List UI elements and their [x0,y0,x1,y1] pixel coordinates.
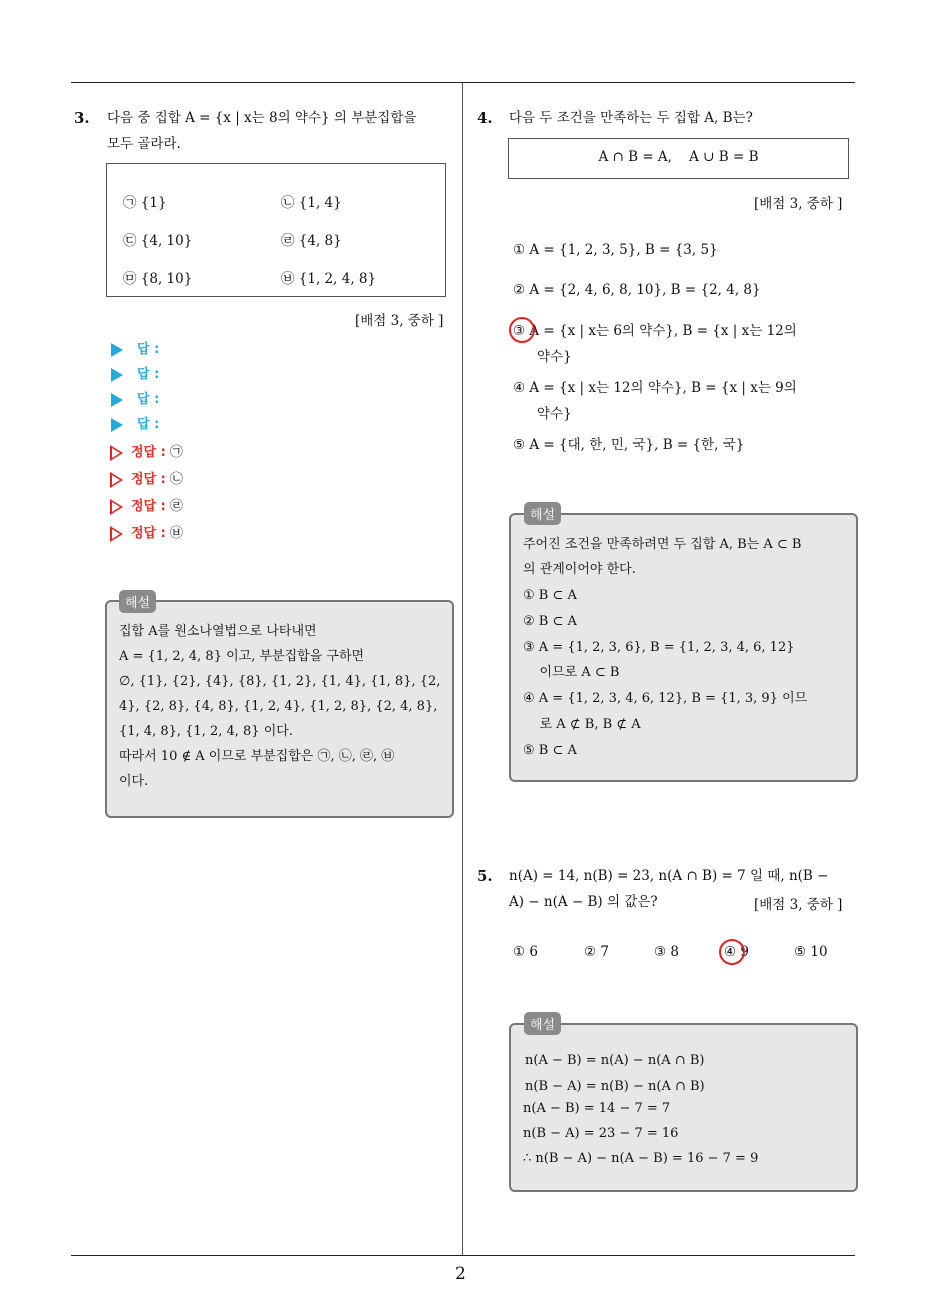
q4-number: 4. [477,109,493,127]
q3-solution-line-4: 4}, {2, 8}, {4, 8}, {1, 2, 4}, {1, 2, 8}, {2, 4, 8}, [119,699,438,714]
q5-choice-1[interactable]: ① 6 [513,944,538,960]
q4-choice-1[interactable]: ① A = {1, 2, 3, 5}, B = {3, 5} [513,242,718,258]
q3-solution-line-5: {1, 4, 8}, {1, 2, 4, 8} 이다. [119,724,293,739]
answer-arrow-icon [111,393,123,407]
correct-label: 정답 : [131,526,166,541]
correct-value: ㉠ [169,445,183,460]
q3-text-line1: 다음 중 집합 A = {x | x는 8의 약수} 의 부분집합을 [107,110,417,126]
q3-choice-2[interactable]: ㉡ {1, 4} [281,195,342,211]
q5-solution-line-3: n(A − B) = 14 − 7 = 7 [523,1101,671,1116]
q3-meta: [배점 3, 중하 ] [355,313,444,329]
q3-solution-line-1: 집합 A를 원소나열법으로 나타내면 [119,624,317,639]
q3-choice-3[interactable]: ㉢ {4, 10} [123,233,193,249]
q3-solution-line-7: 이다. [119,774,149,789]
q4-selected-circle-icon [509,317,535,343]
q3-answer-row-2 [111,363,159,382]
q3-answer-row-3 [111,388,159,407]
q4-solution-box [509,513,858,782]
correct-value: ㉡ [169,472,183,487]
q4-solution-line-1: 주어진 조건을 만족하려면 두 집합 A, B는 A ⊂ B [523,537,802,552]
q4-condition-box [508,138,849,179]
q4-choice-3-cont: 약수} [537,349,572,365]
q4-solution-line-9: ⑤ B ⊂ A [523,743,577,758]
q5-solution-line-2: n(B − A) = n(B) − n(A ∩ B) [525,1079,705,1094]
q3-solution-line-2: A = {1, 2, 4, 8} 이고, 부분집합을 구하면 [119,649,365,664]
answer-arrow-icon [111,418,123,432]
q4-solution-line-5: ③ A = {1, 2, 3, 6}, B = {1, 2, 3, 4, 6, 12} [523,640,795,655]
q3-solution-tag: 해설 [119,590,156,613]
q3-answer-row-1 [111,338,159,357]
q5-solution-line-4: n(B − A) = 23 − 7 = 16 [523,1126,679,1141]
correct-arrow-icon [110,472,123,488]
top-rule [71,82,855,83]
answer-label: 답 : [137,417,160,432]
correct-arrow-icon [110,445,123,461]
q5-text-line1: n(A) = 14, n(B) = 23, n(A ∩ B) = 7 일 때, n(B − [509,868,829,884]
answer-label: 답 : [137,342,160,357]
q4-solution-line-6: 이므로 A ⊂ B [523,665,620,680]
q3-choice-1[interactable]: ㉠ {1} [123,195,167,211]
q4-solution-line-8: 로 A ⊄ B, B ⊄ A [523,717,641,732]
q5-text-line2: A) − n(A − B) 의 값은? [509,894,658,910]
correct-value: ㉥ [169,526,183,541]
q3-answer-row-4 [111,413,159,432]
q5-choice-2[interactable]: ② 7 [584,944,609,960]
column-divider [462,83,463,1255]
correct-label: 정답 : [131,499,166,514]
q3-solution-line-3: ∅, {1}, {2}, {4}, {8}, {1, 2}, {1, 4}, {1, 8}, {2, [119,674,441,689]
q3-correct-row-1 [110,441,183,461]
answer-label: 답 : [137,392,160,407]
q4-solution-line-3: ① B ⊂ A [523,588,577,603]
answer-arrow-icon [111,368,123,382]
q3-choice-5[interactable]: ㉤ {8, 10} [123,271,193,287]
q5-meta: [배점 3, 중하 ] [754,897,843,913]
q4-choice-2[interactable]: ② A = {2, 4, 6, 8, 10}, B = {2, 4, 8} [513,282,761,298]
q5-solution-tag: 해설 [524,1012,561,1035]
page-number: 2 [455,1264,466,1284]
q5-solution-line-5: ∴ n(B − A) − n(A − B) = 16 − 7 = 9 [523,1151,759,1166]
correct-label: 정답 : [131,445,166,460]
q4-text: 다음 두 조건을 만족하는 두 집합 A, B는? [509,110,753,126]
q3-choices-box [106,163,446,297]
answer-arrow-icon [111,343,123,357]
q3-solution-box [105,600,454,818]
q5-number: 5. [477,867,493,885]
q4-choice-3[interactable]: ③ A = {x | x는 6의 약수}, B = {x | x는 12의 [513,323,797,339]
q5-choice-5[interactable]: ⑤ 10 [794,944,828,960]
q5-choice-3[interactable]: ③ 8 [654,944,679,960]
correct-arrow-icon [110,526,123,542]
q3-solution-line-6: 따라서 10 ∉ A 이므로 부분집합은 ㉠, ㉡, ㉣, ㉥ [119,749,395,764]
q3-correct-row-4 [110,522,183,542]
q4-solution-line-4: ② B ⊂ A [523,614,577,629]
q5-solution-box [509,1023,858,1192]
q4-solution-tag: 해설 [524,502,561,525]
q4-choice-5[interactable]: ⑤ A = {대, 한, 민, 국}, B = {한, 국} [513,437,745,453]
q4-condition: A ∩ B = A, A ∪ B = B [598,149,759,165]
answer-label: 답 : [137,367,160,382]
q4-meta: [배점 3, 중하 ] [754,196,843,212]
q4-choice-4-cont: 약수} [537,406,572,422]
bottom-rule [71,1255,855,1256]
q4-solution-line-7: ④ A = {1, 2, 3, 4, 6, 12}, B = {1, 3, 9} 이므 [523,691,808,706]
q5-selected-circle-icon [719,939,745,965]
q3-correct-row-2 [110,468,183,488]
correct-value: ㉣ [169,499,183,514]
correct-label: 정답 : [131,472,166,487]
q5-solution-line-1: n(A − B) = n(A) − n(A ∩ B) [525,1053,705,1068]
correct-arrow-icon [110,499,123,515]
q3-choice-4[interactable]: ㉣ {4, 8} [281,233,342,249]
q3-text-line2: 모두 골라라. [107,136,181,152]
q5-choice-4[interactable]: ④ 9 [724,944,749,960]
q3-number: 3. [74,109,90,127]
q3-choice-6[interactable]: ㉥ {1, 2, 4, 8} [281,271,377,287]
q4-choice-4[interactable]: ④ A = {x | x는 12의 약수}, B = {x | x는 9의 [513,380,797,396]
q4-solution-line-2: 의 관계이어야 한다. [523,562,636,577]
q3-correct-row-3 [110,495,183,515]
